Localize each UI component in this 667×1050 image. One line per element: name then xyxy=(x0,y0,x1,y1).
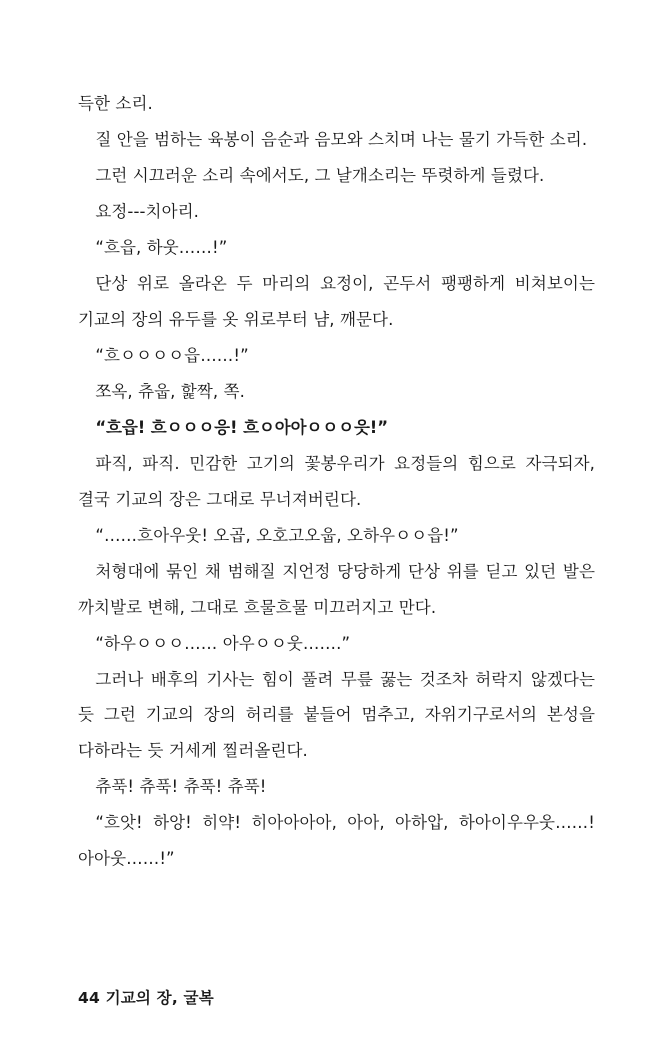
paragraph: 쪼옥, 츄웁, 핥짝, 쪽. xyxy=(95,381,245,401)
paragraph: 질 안을 범하는 육봉이 음순과 음모와 스치며 나는 물기 가득한 소리. xyxy=(95,129,588,149)
paragraph: 단상 위로 올라온 두 마리의 요정이, 곤두서 팽팽하게 비쳐보이는 기교의 장의 유두를 옷 위로부터 냠, 깨문다. xyxy=(78,273,595,329)
body-text-block xyxy=(78,86,595,877)
paragraph: 처형대에 묶인 채 범해질 지언정 당당하게 단상 위를 딛고 있던 발은 까치발로 변해, 그대로 흐물흐물 미끄러지고 만다. xyxy=(78,561,595,617)
paragraph: 득한 소리. xyxy=(78,94,153,113)
paragraph: “흐ㅇㅇㅇㅇ읍……!” xyxy=(95,345,249,365)
paragraph: 그런 시끄러운 소리 속에서도, 그 날개소리는 뚜렷하게 들렸다. xyxy=(95,165,545,185)
paragraph: 파직, 파직. 민감한 고기의 꽃봉우리가 요정들의 힘으로 자극되자, 결국 기교의 장은 그대로 무너져버린다. xyxy=(78,453,595,509)
paragraph: 요정---치아리. xyxy=(95,201,200,221)
paragraph: 그러나 배후의 기사는 힘이 풀려 무릎 꿇는 것조차 허락지 않겠다는 듯 그런 기교의 장의 허리를 붙들어 멈추고, 자위기구로서의 본성을 다하라는 듯 거세게 찔러올린다. xyxy=(78,669,595,761)
paragraph: “……흐아우웃! 오곱, 오호고오웁, 오하우ㅇㅇ읍!” xyxy=(95,525,459,545)
page-footer: 44 기교의 장, 굴복 xyxy=(78,989,214,1007)
paragraph: “흐앗! 하앙! 히약! 히아아아아, 아아, 아하압, 하아이우우웃……! 아아웃……!” xyxy=(78,813,595,869)
paragraph: “흐읍, 하웃……!” xyxy=(95,237,228,257)
paragraph-emphasis: “흐읍! 흐ㅇㅇㅇ응! 흐ㅇ아아ㅇㅇㅇ읏!” xyxy=(95,417,388,437)
paragraph: 츄푹! 츄푹! 츄푹! 츄푹! xyxy=(95,777,267,797)
paragraph: “하우ㅇㅇㅇ…… 아우ㅇㅇ웃…….” xyxy=(95,633,351,653)
